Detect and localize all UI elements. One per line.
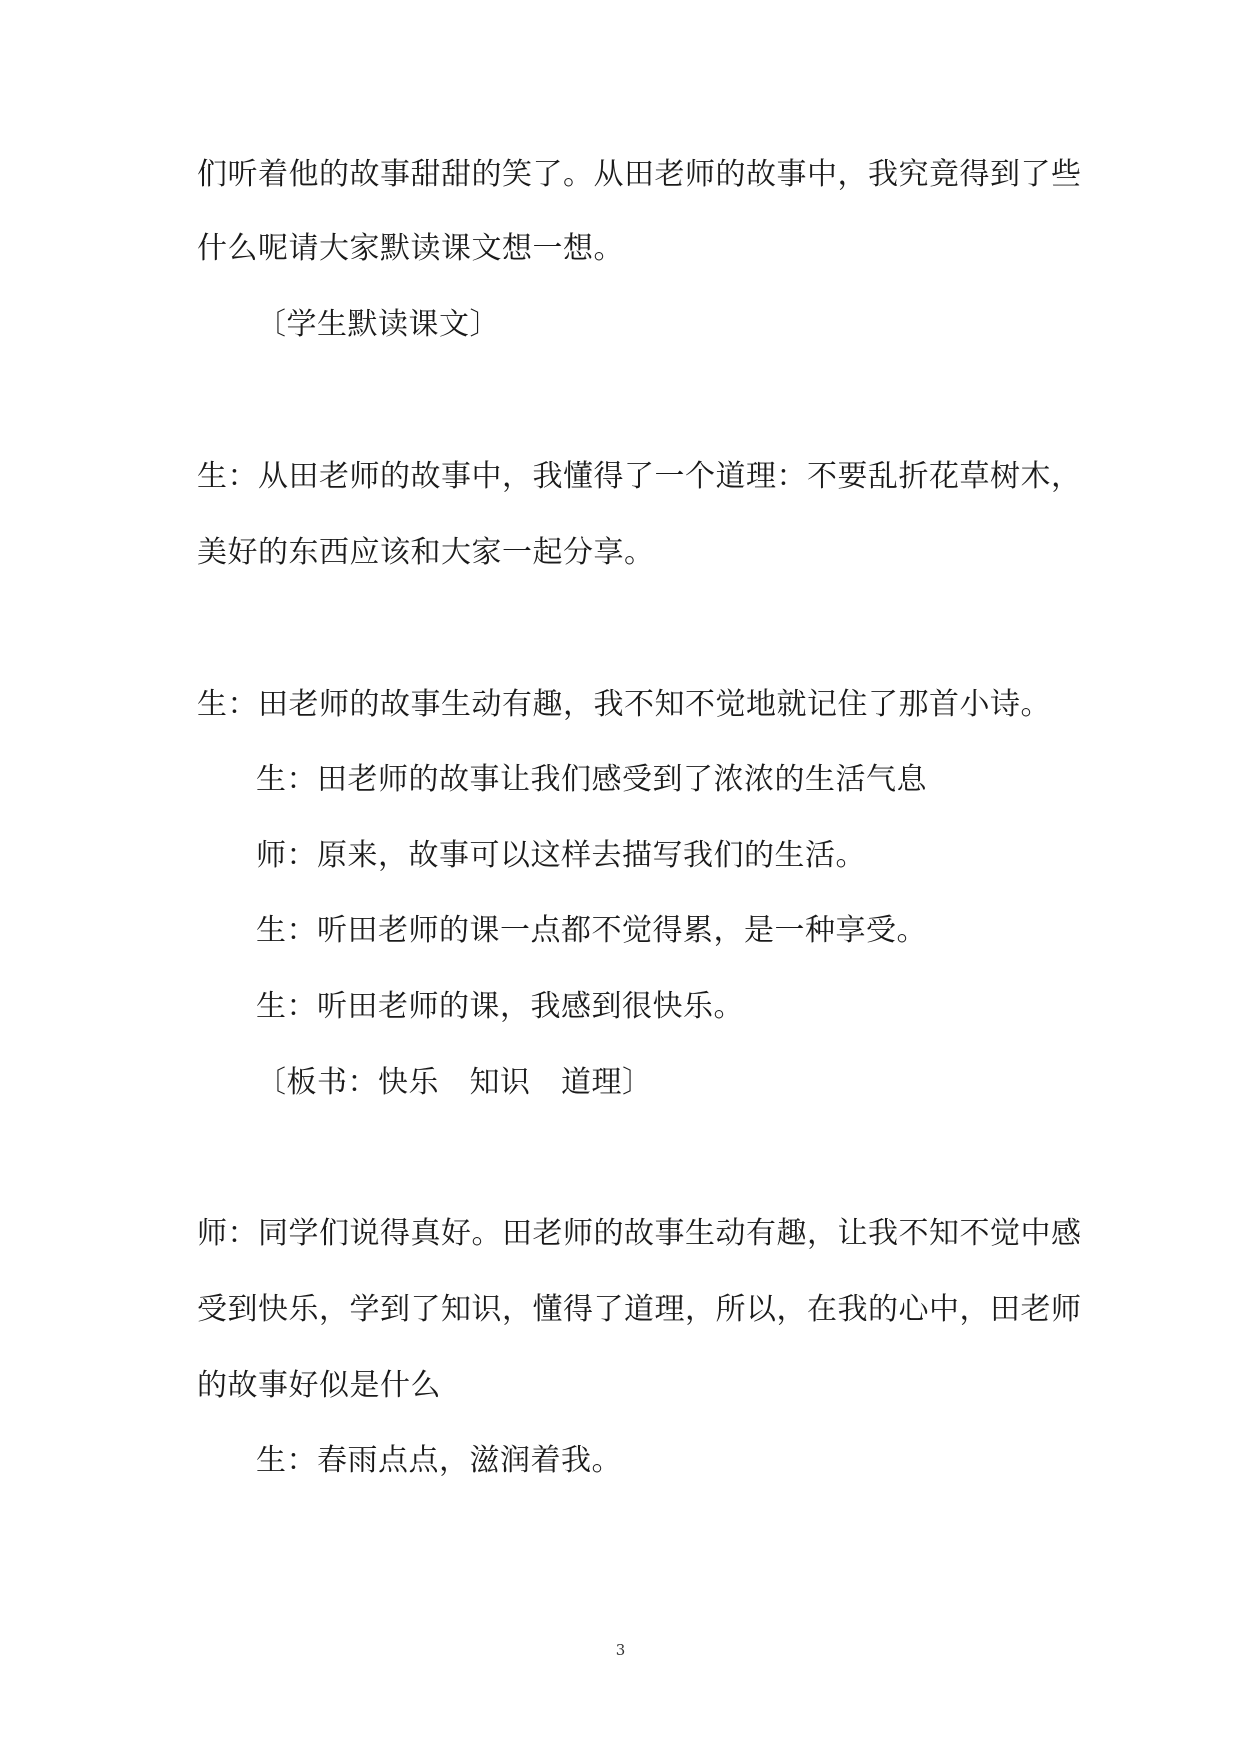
- text-line-15: 生：春雨点点，滋润着我。: [256, 1443, 622, 1478]
- text-line-9: 生：听田老师的课一点都不觉得累，是一种享受。: [256, 913, 927, 948]
- text-line-13: 受到快乐，学到了知识，懂得了道理，所以，在我的心中，田老师: [197, 1292, 1082, 1327]
- text-line-12: 师：同学们说得真好。田老师的故事生动有趣，让我不知不觉中感: [197, 1216, 1082, 1251]
- text-line-10: 生：听田老师的课，我感到很快乐。: [256, 989, 744, 1024]
- text-line-5: 美好的东西应该和大家一起分享。: [197, 535, 655, 570]
- text-line-4: 生：从田老师的故事中，我懂得了一个道理：不要乱折花草树木，: [197, 459, 1082, 494]
- text-line-14: 的故事好似是什么: [197, 1368, 441, 1403]
- text-line-11: 〔板书：快乐 知识 道理〕: [256, 1065, 653, 1100]
- text-line-7: 生：田老师的故事让我们感受到了浓浓的生活气息: [256, 762, 927, 797]
- text-line-3: 〔学生默读课文〕: [256, 307, 500, 342]
- page-number: 3: [615, 1641, 626, 1659]
- text-line-8: 师：原来，故事可以这样去描写我们的生活。: [256, 838, 866, 873]
- text-line-1: 们听着他的故事甜甜的笑了。从田老师的故事中，我究竟得到了些: [197, 157, 1082, 192]
- text-line-2: 什么呢请大家默读课文想一想。: [197, 231, 624, 266]
- text-line-6: 生：田老师的故事生动有趣，我不知不觉地就记住了那首小诗。: [197, 687, 1051, 722]
